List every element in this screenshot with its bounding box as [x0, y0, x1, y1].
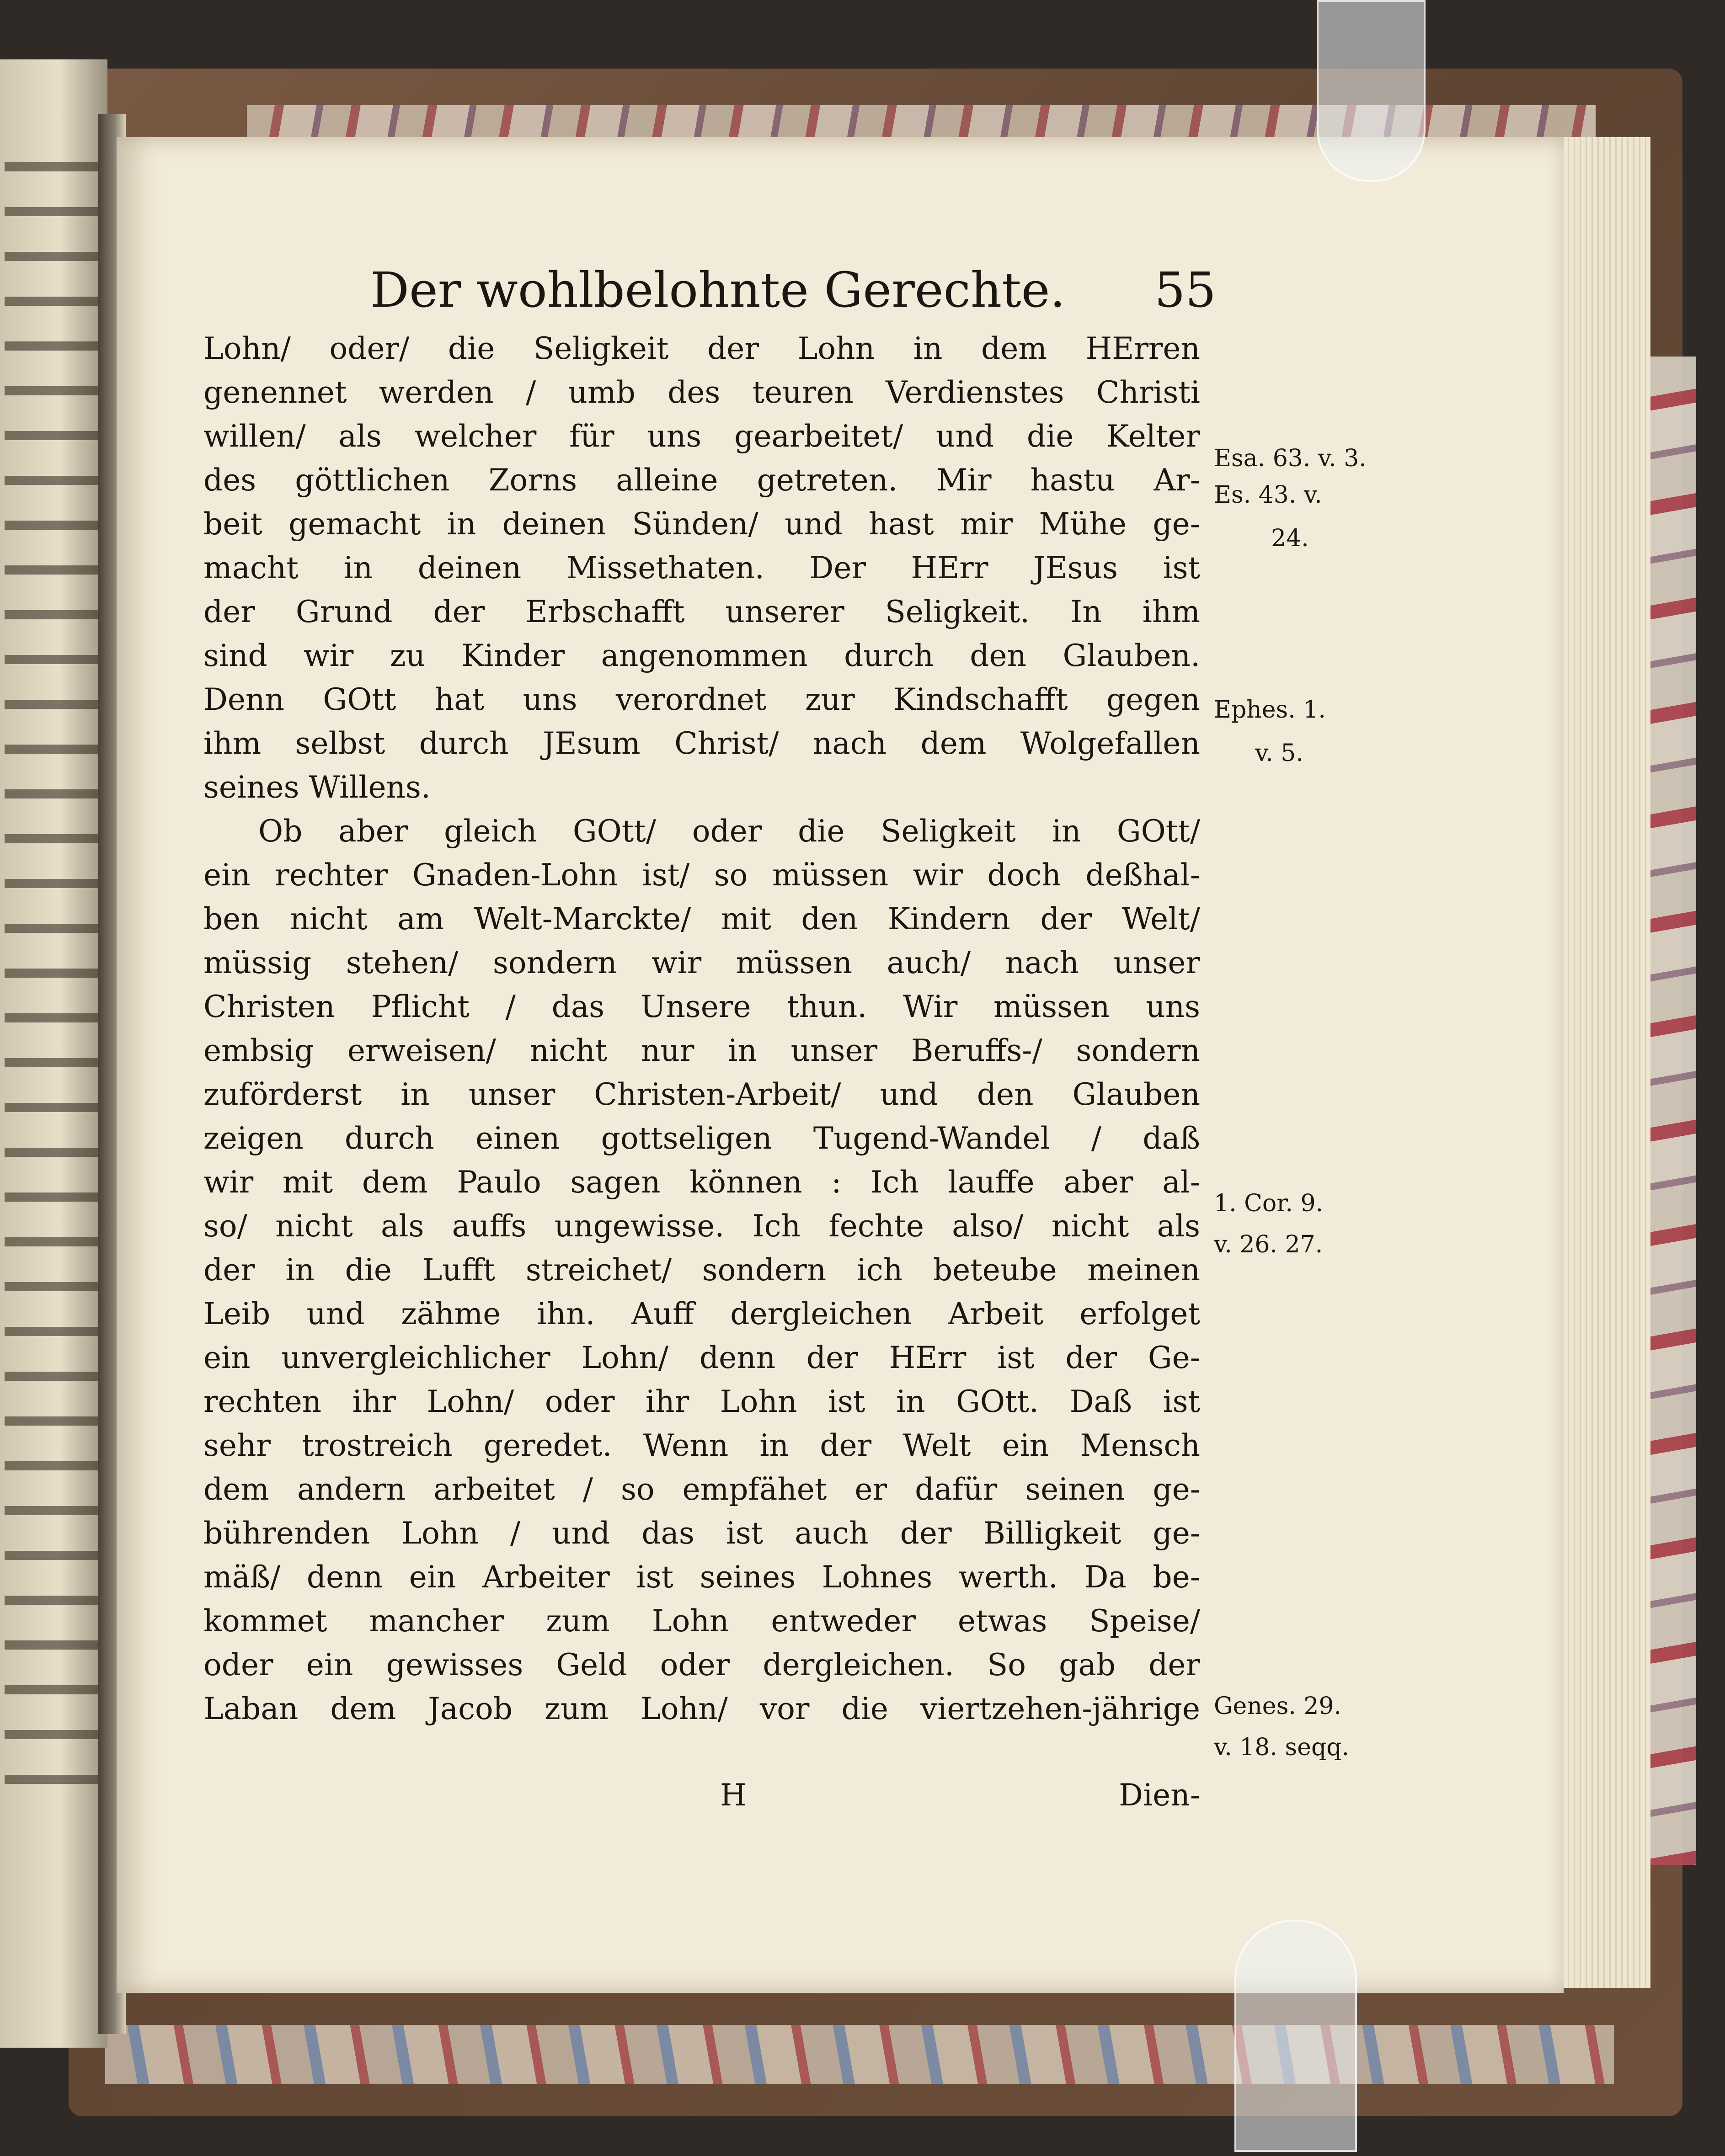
marginal-note: 1. Cor. 9. [1214, 1190, 1324, 1217]
text-line: rechten ihr Lohn/ oder ihr Lohn ist in GOtt. Daß ist [203, 1384, 1200, 1419]
text-line: zuförderst in unser Christen-Arbeit/ und den Glauben [203, 1077, 1200, 1112]
text-line: oder ein gewisses Geld oder dergleichen. So gab der [203, 1647, 1200, 1682]
text-line: ein unvergleichlicher Lohn/ denn der HErr ist der Ge- [203, 1340, 1200, 1375]
marginal-note: Ephes. 1. [1214, 696, 1326, 724]
text-line: genennet werden / umb des teuren Verdienstes Christi [203, 375, 1200, 410]
catchword: Dien- [1119, 1778, 1200, 1813]
text-line: beit gemacht in deinen Sünden/ und hast mir Mühe ge- [203, 506, 1200, 542]
text-line: kommet mancher zum Lohn entweder etwas Speise/ [203, 1603, 1200, 1639]
facing-page-left [0, 59, 107, 2048]
marginal-note: v. 26. 27. [1214, 1231, 1323, 1258]
text-line: der in die Lufft streichet/ sondern ich beteube meinen [203, 1252, 1200, 1288]
text-line: so/ nicht als auffs ungewisse. Ich fechte also/ nicht als [203, 1208, 1200, 1244]
running-head [370, 256, 1216, 325]
text-line: seines Willens. [203, 770, 431, 805]
text-line: embsig erweisen/ nicht nur in unser Beruffs-/ sondern [203, 1033, 1200, 1068]
page-clip-bottom [1234, 1920, 1357, 2152]
text-line: Lohn/ oder/ die Seligkeit der Lohn in dem HErren [203, 331, 1200, 366]
text-line: Denn GOtt hat uns verordnet zur Kindschafft gegen [203, 682, 1200, 717]
text-line: Christen Pflicht / das Unsere thun. Wir müssen uns [203, 989, 1200, 1024]
marginal-note: 24. [1271, 525, 1309, 552]
body-text [203, 327, 1200, 1731]
text-line: Leib und zähme ihn. Auff dergleichen Arbeit erfolget [203, 1296, 1200, 1331]
marbled-edge-bottom [105, 2025, 1614, 2084]
marginal-note: Esa. 63. v. 3. [1214, 445, 1367, 472]
text-line: wir mit dem Paulo sagen können : Ich lauffe aber al- [203, 1165, 1200, 1200]
text-line: bührenden Lohn / und das ist auch der Billigkeit ge- [203, 1516, 1200, 1551]
text-line: Ob aber gleich GOtt/ oder die Seligkeit in GOtt/ [258, 814, 1200, 849]
text-line: ein rechter Gnaden-Lohn ist/ so müssen wir doch deßhal- [203, 857, 1200, 893]
facing-page-text-lines [5, 137, 101, 1805]
text-line: müssig stehen/ sondern wir müssen auch/ nach unser [203, 945, 1200, 980]
text-line: sehr trostreich geredet. Wenn in der Welt ein Mensch [203, 1428, 1200, 1463]
page-clip-top [1317, 0, 1426, 182]
text-line: macht in deinen Missethaten. Der HErr JEsus ist [203, 550, 1200, 586]
text-line: willen/ als welcher für uns gearbeitet/ und die Kelter [203, 419, 1200, 454]
text-line: zeigen durch einen gottseligen Tugend-Wandel / daß [203, 1121, 1200, 1156]
text-line: der Grund der Erbschafft unserer Seligkeit. In ihm [203, 594, 1200, 629]
marginal-note: v. 18. seqq. [1214, 1734, 1350, 1761]
marginal-note: v. 5. [1255, 740, 1303, 767]
running-head-title: Der wohlbelohnte Gerechte. [370, 262, 1066, 318]
signature-mark: H [720, 1778, 747, 1813]
text-line: ihm selbst durch JEsum Christ/ nach dem Wolgefallen [203, 726, 1200, 761]
marginal-note: Es. 43. v. [1214, 481, 1322, 509]
page-number: 55 [1154, 262, 1216, 318]
page-footer [203, 1773, 1200, 1817]
text-line: Laban dem Jacob zum Lohn/ vor die viertzehen-jährige [203, 1691, 1200, 1726]
text-line: sind wir zu Kinder angenommen durch den Glauben. [203, 638, 1200, 673]
marginal-note: Genes. 29. [1214, 1693, 1342, 1720]
text-line: dem andern arbeitet / so empfähet er dafür seinen ge- [203, 1472, 1200, 1507]
text-line: ben nicht am Welt-Marckte/ mit den Kindern der Welt/ [203, 901, 1200, 937]
text-line: des göttlichen Zorns alleine getreten. Mir hastu Ar- [203, 463, 1200, 498]
text-line: mäß/ denn ein Arbeiter ist seines Lohnes werth. Da be- [203, 1560, 1200, 1595]
